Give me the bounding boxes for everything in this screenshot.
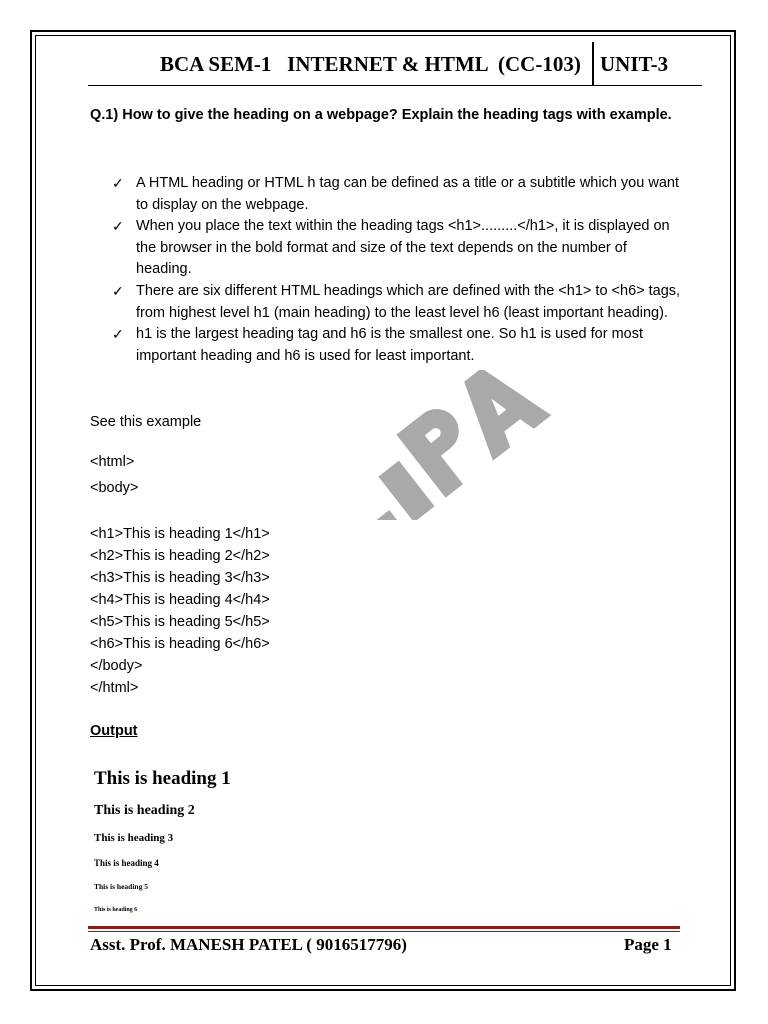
code-line: <html> bbox=[90, 454, 135, 470]
footer-rule bbox=[88, 926, 680, 929]
header-unit: UNIT-3 bbox=[600, 52, 669, 76]
see-example-text: See this example bbox=[90, 414, 202, 430]
code-line: <h4>This is heading 4</h4> bbox=[90, 592, 270, 608]
code-line: <h1>This is heading 1</h1> bbox=[90, 526, 270, 542]
output-heading-4: This is heading 4 bbox=[94, 858, 159, 868]
header-rule bbox=[88, 85, 702, 86]
checkmark-icon: ✓ bbox=[112, 218, 124, 235]
bullet-text: h1 is the largest heading tag and h6 is the smallest one. So h1 is used for most important heading and h6 is used for least important. bbox=[136, 326, 643, 364]
bullet-text: A HTML heading or HTML h tag can be defined as a title or a subtitle which you want to display on the webpage. bbox=[136, 175, 679, 213]
output-heading-1: This is heading 1 bbox=[94, 768, 231, 789]
bullet-item bbox=[112, 216, 682, 281]
output-heading-5: This is heading 5 bbox=[94, 882, 148, 891]
output-heading-3: This is heading 3 bbox=[94, 832, 174, 844]
watermark-graphic bbox=[300, 370, 580, 520]
question-heading: Q.1) How to give the heading on a webpage? Explain the heading tags with example. bbox=[90, 107, 672, 123]
bullet-text: When you place the text within the heading tags <h1>.........</h1>, it is displayed on the browser in the bold format and size of the text depends on the number of heading. bbox=[136, 218, 670, 278]
footer-rule-thin bbox=[88, 931, 680, 932]
header-title: BCA SEM-1 INTERNET & HTML (CC-103) bbox=[160, 52, 581, 76]
bullet-item bbox=[112, 281, 682, 324]
code-line: </html> bbox=[90, 680, 139, 696]
output-heading-2: This is heading 2 bbox=[94, 803, 195, 818]
bullet-item bbox=[112, 173, 682, 216]
footer-author: Asst. Prof. MANESH PATEL ( 9016517796) bbox=[90, 935, 407, 954]
footer-page-number: Page 1 bbox=[624, 935, 672, 954]
watermark bbox=[300, 370, 580, 520]
output-heading-6: This is heading 6 bbox=[94, 907, 138, 913]
bullet-text: There are six different HTML headings which are defined with the <h1> to <h6> tags, from highest level h1 (main heading) to the least level h6 (least important heading). bbox=[136, 282, 681, 321]
checkmark-icon: ✓ bbox=[112, 175, 124, 191]
output-label: Output bbox=[90, 723, 138, 739]
bullet-item bbox=[112, 324, 682, 367]
bullet-list bbox=[112, 173, 682, 367]
code-line: <h6>This is heading 6</h6> bbox=[90, 636, 270, 652]
checkmark-icon: ✓ bbox=[112, 326, 124, 343]
page-header bbox=[88, 42, 702, 86]
code-line: <h3>This is heading 3</h3> bbox=[90, 570, 270, 586]
header-separator bbox=[592, 42, 594, 86]
code-line: <h5>This is heading 5</h5> bbox=[90, 614, 270, 630]
checkmark-icon: ✓ bbox=[112, 282, 124, 299]
code-line: </body> bbox=[90, 658, 143, 674]
code-line: <h2>This is heading 2</h2> bbox=[90, 548, 270, 564]
code-line: <body> bbox=[90, 480, 139, 496]
